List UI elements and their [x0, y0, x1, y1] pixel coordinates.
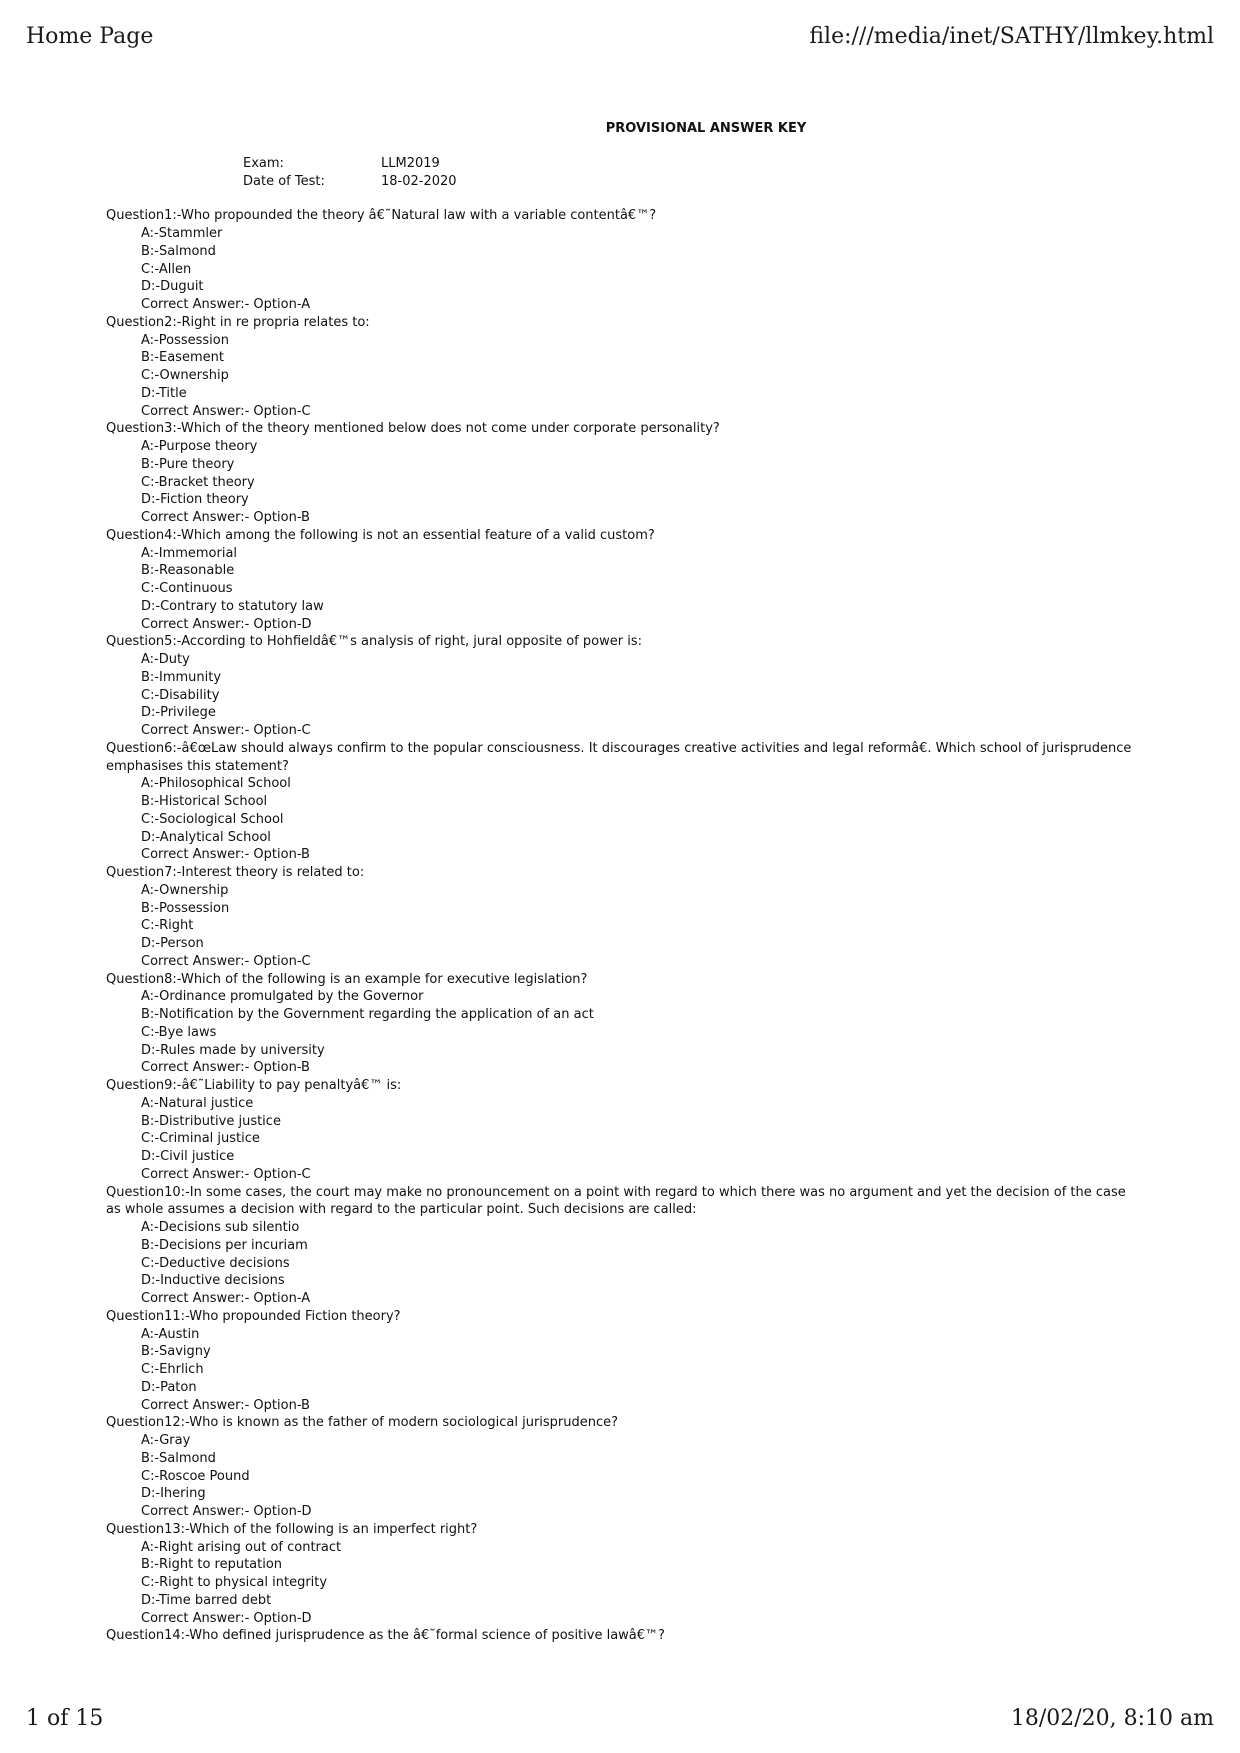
answer-option: C:-Disability [141, 687, 220, 703]
answer-option: A:-Stammler [141, 226, 223, 241]
answer-option: B:-Decisions per incuriam [141, 1237, 308, 1253]
answer-option: C:-Ehrlich [141, 1362, 204, 1377]
answer-option: C:-Criminal justice [141, 1131, 260, 1147]
exam-row [243, 155, 1136, 173]
answer-option: D:-Paton [141, 1379, 197, 1395]
answer-option: B:-Savigny [141, 1344, 211, 1360]
answer-option: A:-Purpose theory [141, 439, 258, 454]
exam-value: LLM2019 [381, 155, 440, 171]
answer-option: B:-Right to reputation [141, 1557, 283, 1573]
answer-option: D:-Title [141, 385, 187, 401]
question-block [106, 527, 1136, 634]
question-text: Question14:-Who defined jurisprudence as the â€˜formal science of positive lawâ€™? [106, 1628, 665, 1644]
answer-option: A:-Philosophical School [141, 776, 291, 792]
correct-answer: Correct Answer:- Option-C [141, 723, 311, 738]
correct-answer: Correct Answer:- Option-C [141, 953, 311, 969]
answer-option: D:-Rules made by university [141, 1042, 325, 1058]
answer-option: C:-Right [141, 918, 194, 934]
question-text: Question13:-Which of the following is an imperfect right? [106, 1521, 478, 1537]
question-list [106, 207, 1136, 1645]
answer-option: B:-Possession [141, 900, 230, 916]
answer-option: D:-Privilege [141, 705, 216, 721]
question-text: Question11:-Who propounded Fiction theory? [106, 1308, 401, 1324]
answer-option: A:-Ordinance promulgated by the Governor [141, 989, 424, 1005]
question-text: Question6:-â€œLaw should always confirm to the popular consciousness. It discourages creative activities and legal reformâ€. Which school of jurisprudence emphasises this statement? [106, 740, 1132, 774]
answer-option: D:-Fiction theory [141, 492, 249, 508]
footer-page-count: 1 of 15 [26, 1706, 104, 1731]
exam-label: Exam: [243, 155, 284, 171]
question-text: Question12:-Who is known as the father of modern sociological jurisprudence? [106, 1415, 619, 1431]
answer-option: C:-Allen [141, 261, 192, 277]
question-text: Question7:-Interest theory is related to: [106, 865, 365, 880]
browser-print-footer [26, 1706, 1214, 1731]
answer-option: C:-Roscoe Pound [141, 1468, 250, 1484]
answer-option: C:-Sociological School [141, 811, 284, 827]
answer-option: B:-Salmond [141, 243, 216, 259]
answer-option: D:-Analytical School [141, 829, 271, 845]
question-block [106, 1414, 1136, 1521]
question-block [106, 420, 1136, 527]
correct-answer: Correct Answer:- Option-B [141, 510, 310, 525]
answer-option: D:-Civil justice [141, 1149, 235, 1164]
question-block [106, 207, 1136, 314]
answer-option: C:-Bye laws [141, 1024, 217, 1040]
header-page-title: Home Page [26, 24, 154, 49]
answer-option: D:-Inductive decisions [141, 1273, 285, 1289]
header-file-url: file:///media/inet/SATHY/llmkey.html [809, 24, 1214, 49]
answer-option: B:-Distributive justice [141, 1113, 281, 1129]
question-text: Question9:-â€˜Liability to pay penaltyâ€™ is: [106, 1078, 402, 1093]
question-text: Question10:-In some cases, the court may make no pronouncement on a point with regard to which there was no argument and yet the decision of the case as whole assumes a decision with regard to the particular point. Such decisions are called: [106, 1184, 1126, 1218]
exam-meta [243, 155, 1136, 191]
question-text: Question5:-According to Hohfieldâ€™s analysis of right, jural opposite of power is: [106, 634, 642, 650]
answer-option: C:-Right to physical integrity [141, 1575, 328, 1590]
answer-option: C:-Continuous [141, 581, 233, 596]
answer-option: B:-Notification by the Government regarding the application of an act [141, 1007, 594, 1022]
answer-option: A:-Ownership [141, 882, 229, 898]
answer-option: A:-Natural justice [141, 1095, 254, 1111]
correct-answer: Correct Answer:- Option-A [141, 1291, 311, 1306]
question-block [106, 314, 1136, 421]
correct-answer: Correct Answer:- Option-B [141, 1397, 310, 1413]
question-block [106, 1308, 1136, 1415]
answer-option: B:-Salmond [141, 1450, 216, 1466]
question-block [106, 740, 1136, 864]
question-text: Question4:-Which among the following is not an essential feature of a valid custom? [106, 527, 655, 543]
answer-option: D:-Duguit [141, 279, 204, 295]
answer-key-document [106, 120, 1136, 1645]
question-block [106, 1521, 1136, 1628]
answer-option: A:-Gray [141, 1433, 191, 1448]
answer-option: B:-Immunity [141, 669, 222, 685]
question-block [106, 971, 1136, 1078]
answer-option: D:-Time barred debt [141, 1592, 272, 1608]
question-text: Question8:-Which of the following is an example for executive legislation? [106, 971, 588, 987]
footer-timestamp: 18/02/20, 8:10 am [1010, 1706, 1214, 1731]
answer-option: C:-Deductive decisions [141, 1255, 290, 1271]
answer-option: A:-Duty [141, 652, 190, 667]
correct-answer: Correct Answer:- Option-D [141, 1504, 312, 1519]
answer-option: A:-Possession [141, 332, 229, 348]
correct-answer: Correct Answer:- Option-C [141, 1166, 311, 1182]
question-block [106, 1184, 1136, 1308]
question-text: Question2:-Right in re propria relates to: [106, 314, 370, 330]
date-row [243, 173, 1136, 191]
answer-option: C:-Ownership [141, 368, 229, 383]
answer-option: D:-Contrary to statutory law [141, 598, 324, 614]
question-block [106, 864, 1136, 971]
date-value: 18-02-2020 [381, 173, 457, 189]
correct-answer: Correct Answer:- Option-D [141, 1610, 312, 1626]
answer-option: A:-Decisions sub silentio [141, 1220, 300, 1235]
answer-option: B:-Easement [141, 350, 224, 366]
browser-print-header [26, 24, 1214, 49]
question-text: Question3:-Which of the theory mentioned below does not come under corporate personality? [106, 421, 720, 437]
correct-answer: Correct Answer:- Option-B [141, 1060, 310, 1076]
answer-option: D:-Person [141, 936, 204, 951]
answer-option: B:-Pure theory [141, 456, 235, 472]
question-block [106, 1627, 1136, 1645]
answer-option: C:-Bracket theory [141, 474, 255, 490]
correct-answer: Correct Answer:- Option-A [141, 297, 311, 312]
question-text: Question1:-Who propounded the theory â€˜Natural law with a variable contentâ€™? [106, 208, 657, 224]
answer-option: A:-Right arising out of contract [141, 1539, 342, 1555]
question-block [106, 633, 1136, 740]
answer-option: B:-Reasonable [141, 563, 235, 579]
answer-option: A:-Immemorial [141, 545, 238, 561]
document-title: PROVISIONAL ANSWER KEY [605, 121, 807, 136]
correct-answer: Correct Answer:- Option-C [141, 403, 311, 419]
question-block [106, 1077, 1136, 1184]
correct-answer: Correct Answer:- Option-B [141, 847, 310, 863]
answer-option: B:-Historical School [141, 794, 268, 809]
answer-option: A:-Austin [141, 1326, 200, 1342]
correct-answer: Correct Answer:- Option-D [141, 616, 312, 632]
date-label: Date of Test: [243, 173, 325, 189]
answer-option: D:-Ihering [141, 1486, 206, 1502]
